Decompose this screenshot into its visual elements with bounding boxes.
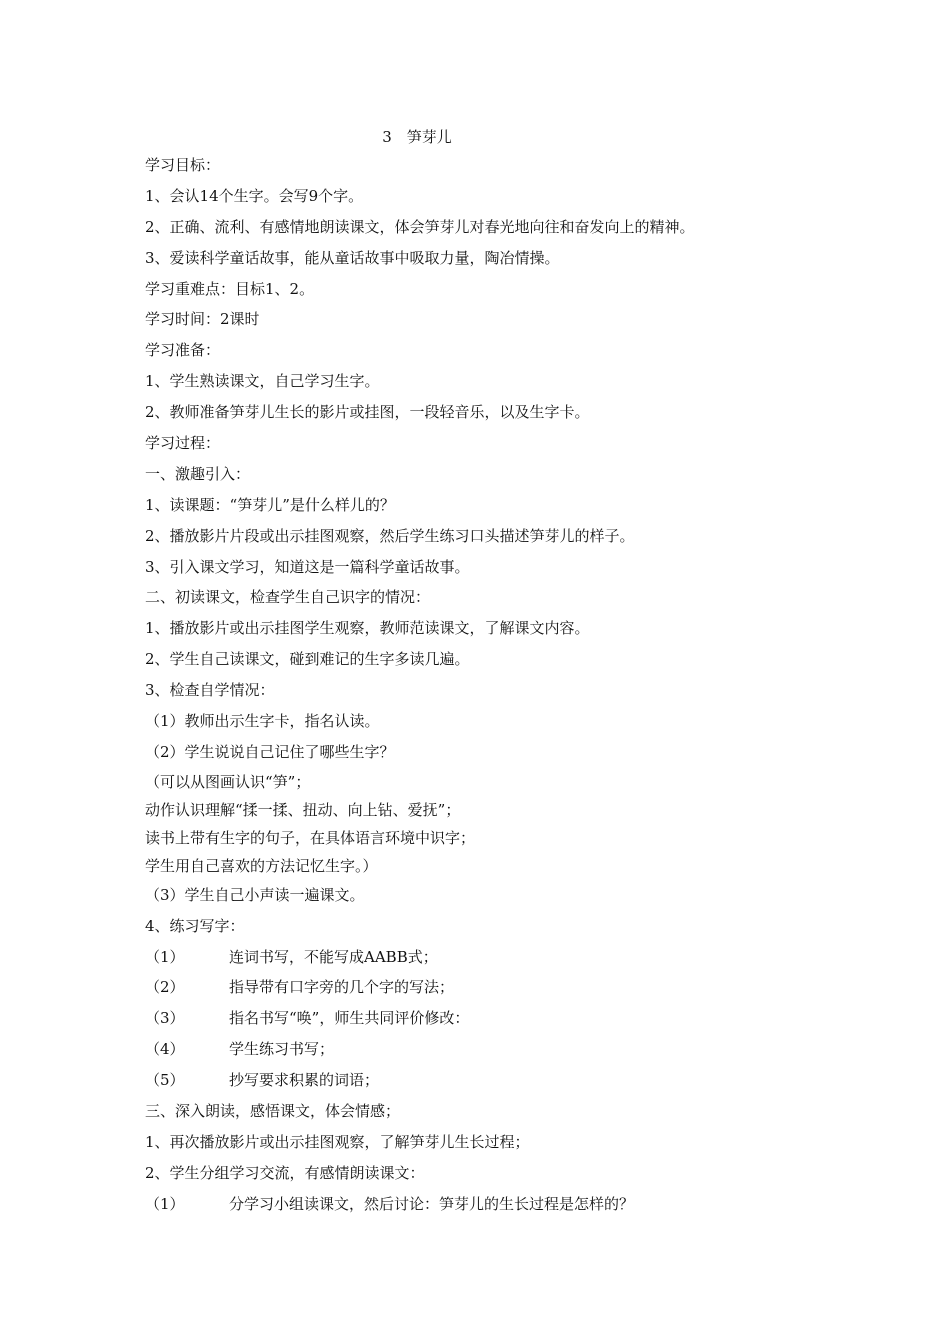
- item-number: （4）: [145, 1040, 185, 1059]
- text-line: 学习过程：: [145, 434, 221, 453]
- text-line: 4、练习写字：: [145, 916, 245, 935]
- text-line: 学习目标：: [145, 156, 221, 174]
- item-text: 抄写要求积累的词语；: [229, 1071, 380, 1090]
- item-number: （3）: [145, 1009, 185, 1028]
- text-line: 3、爱读科学童话故事，能从童话故事中吸取力量，陶冶情操。: [145, 248, 560, 267]
- text-line: 1、再次播放影片或出示挂图观察，了解笋芽儿生长过程；: [145, 1132, 530, 1151]
- text-line: 动作认识理解“揉一揉、扭动、向上钻、爱抚”；: [145, 800, 461, 819]
- text-line: 2、学生自己读课文，碰到难记的生字多读几遍。: [145, 650, 470, 669]
- text-line: 2、教师准备笋芽儿生长的影片或挂图，一段轻音乐，以及生字卡。: [145, 403, 590, 422]
- text-line: （1）教师出示生字卡，指名认读。: [145, 712, 380, 731]
- item-text: 指名书写“唤”，师生共同评价修改：: [229, 1009, 470, 1028]
- text-line: 1、读课题：“笋芽儿”是什么样儿的？: [145, 495, 395, 514]
- item-number: （1）: [145, 1194, 185, 1213]
- numbered-line: [145, 942, 845, 973]
- text-line: 学习准备：: [145, 341, 221, 360]
- item-text: 学生练习书写；: [229, 1040, 335, 1059]
- numbered-line: [145, 1189, 845, 1220]
- text-line: 二、初读课文，检查学生自己识字的情况：: [145, 588, 431, 607]
- numbered-line: [145, 1065, 845, 1096]
- text-line: 三、深入朗读，感悟课文，体会情感；: [145, 1102, 401, 1121]
- text-line: 学习时间：2课时: [145, 310, 260, 329]
- item-text: 分学习小组读课文，然后讨论：笋芽儿的生长过程是怎样的？: [229, 1194, 635, 1213]
- text-line: 2、正确、流利、有感情地朗读课文，体会笋芽儿对春光地向往和奋发向上的精神。: [145, 217, 695, 236]
- text-line: 读书上带有生字的句子，在具体语言环境中识字；: [145, 828, 476, 847]
- text-line: 学生用自己喜欢的方法记忆生字。）: [145, 856, 378, 875]
- document-title: 3 笋芽儿: [382, 128, 452, 146]
- item-text: 指导带有口字旁的几个字的写法；: [229, 978, 455, 997]
- text-line: 学习重难点：目标1、2。: [145, 279, 315, 298]
- text-line: 1、学生熟读课文，自己学习生字。: [145, 372, 380, 391]
- text-line: （3）学生自己小声读一遍课文。: [145, 885, 365, 904]
- text-line: 3、引入课文学习，知道这是一篇科学童话故事。: [145, 557, 470, 576]
- numbered-line: [145, 972, 845, 1003]
- text-line: 2、学生分组学习交流，有感情朗读课文：: [145, 1163, 425, 1182]
- numbered-line: [145, 1003, 845, 1034]
- text-line: 1、播放影片或出示挂图学生观察，教师范读课文，了解课文内容。: [145, 619, 590, 638]
- text-line: （可以从图画认识“笋”；: [145, 772, 311, 791]
- document-body: [145, 150, 845, 1220]
- text-line: 3、检查自学情况：: [145, 681, 275, 700]
- text-line: 一、激趣引入：: [145, 464, 251, 483]
- item-text: 连词书写，不能写成AABB式；: [229, 947, 438, 966]
- item-number: （1）: [145, 947, 185, 966]
- item-number: （2）: [145, 978, 185, 997]
- text-line: （2）学生说说自己记住了哪些生字？: [145, 742, 395, 761]
- item-number: （5）: [145, 1071, 185, 1090]
- text-line: 1、会认14个生字。会写9个字。: [145, 186, 364, 205]
- numbered-line: [145, 1034, 845, 1065]
- text-line: 2、播放影片片段或出示挂图观察，然后学生练习口头描述笋芽儿的样子。: [145, 526, 635, 545]
